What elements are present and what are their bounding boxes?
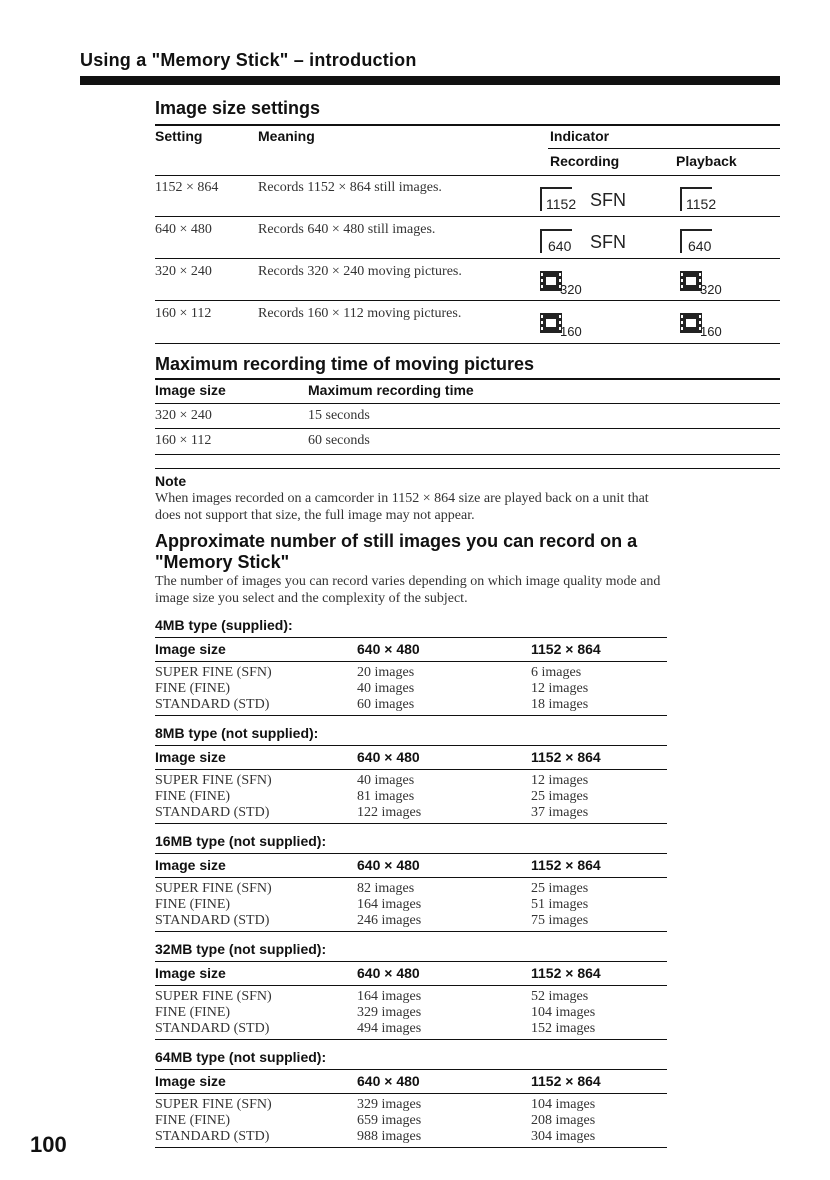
page-number: 100 — [30, 1132, 67, 1157]
col-1152: 1152 × 864 — [531, 749, 601, 765]
quality-mode-cell: FINE (FINE) — [155, 897, 231, 912]
count-1152-cell: 25 images — [531, 881, 589, 896]
count-640-cell: 246 images — [357, 913, 422, 928]
rule — [155, 378, 780, 380]
memory-type-heading: 32MB type (not supplied): — [155, 941, 327, 957]
quality-mode-cell: SUPER FINE (SFN) — [155, 989, 272, 1004]
count-640-cell: 82 images — [357, 881, 415, 896]
count-1152-cell: 6 images — [531, 665, 582, 680]
rule — [155, 745, 667, 746]
rec-mode: SFN — [590, 232, 626, 252]
quality-mode-cell: FINE (FINE) — [155, 1113, 231, 1128]
count-1152-cell: 104 images — [531, 1005, 596, 1020]
meaning-cell: Records 160 × 112 moving pictures. — [258, 306, 462, 321]
rec-mode: SFN — [590, 190, 626, 210]
play-size: 640 — [688, 238, 712, 254]
count-1152-cell: 75 images — [531, 913, 589, 928]
rec-size: 160 — [560, 324, 582, 339]
quality-mode-cell: SUPER FINE (SFN) — [155, 773, 272, 788]
col-image-size: Image size — [155, 1073, 226, 1089]
time-cell: 15 seconds — [308, 408, 370, 423]
quality-mode-cell: SUPER FINE (SFN) — [155, 1097, 272, 1112]
film-icon — [680, 313, 702, 333]
rule — [155, 124, 780, 126]
rule — [155, 985, 667, 986]
count-640-cell: 329 images — [357, 1097, 422, 1112]
quality-mode-cell: STANDARD (STD) — [155, 805, 270, 820]
time-cell: 60 seconds — [308, 433, 370, 448]
count-640-cell: 20 images — [357, 665, 415, 680]
col-1152: 1152 × 864 — [531, 1073, 601, 1089]
count-640-cell: 81 images — [357, 789, 415, 804]
col-max-time: Maximum recording time — [308, 382, 474, 398]
size-cell: 160 × 112 — [155, 433, 212, 448]
quality-mode-cell: FINE (FINE) — [155, 789, 231, 804]
rule — [155, 403, 780, 404]
count-1152-cell: 304 images — [531, 1129, 596, 1144]
film-icon — [540, 271, 562, 291]
rule — [155, 661, 667, 662]
meaning-cell: Records 1152 × 864 still images. — [258, 180, 442, 195]
count-640-cell: 122 images — [357, 805, 422, 820]
col-640: 640 × 480 — [357, 965, 420, 981]
size-cell: 320 × 240 — [155, 408, 212, 423]
rule — [155, 931, 667, 932]
rule — [155, 853, 667, 854]
count-640-cell: 60 images — [357, 697, 415, 712]
col-setting: Setting — [155, 128, 203, 144]
col-640: 640 × 480 — [357, 857, 420, 873]
approx-intro: image size you select and the complexity of the subject. — [155, 591, 468, 606]
memory-type-heading: 64MB type (not supplied): — [155, 1049, 327, 1065]
count-640-cell: 659 images — [357, 1113, 422, 1128]
count-1152-cell: 12 images — [531, 773, 589, 788]
play-size: 1152 — [686, 196, 717, 212]
col-640: 640 × 480 — [357, 749, 420, 765]
header-rule — [80, 76, 780, 85]
memory-type-heading: 8MB type (not supplied): — [155, 725, 319, 741]
col-playback: Playback — [676, 153, 737, 169]
rule — [155, 258, 780, 259]
page-header-title: Using a "Memory Stick" – introduction — [80, 50, 417, 70]
quality-mode-cell: STANDARD (STD) — [155, 1021, 270, 1036]
rule — [155, 715, 667, 716]
approx-heading: Approximate number of still images you can record on a — [155, 531, 638, 551]
setting-cell: 160 × 112 — [155, 306, 212, 321]
col-640: 640 × 480 — [357, 641, 420, 657]
col-indicator: Indicator — [550, 128, 610, 144]
setting-cell: 320 × 240 — [155, 264, 212, 279]
rule — [155, 1147, 667, 1148]
quality-mode-cell: STANDARD (STD) — [155, 697, 270, 712]
rule — [155, 216, 780, 217]
note-line: does not support that size, the full image may not appear. — [155, 508, 475, 523]
setting-cell: 1152 × 864 — [155, 180, 219, 195]
memory-type-heading: 16MB type (not supplied): — [155, 833, 327, 849]
memory-type-heading: 4MB type (supplied): — [155, 617, 293, 633]
rule — [155, 769, 667, 770]
rule — [155, 468, 780, 469]
count-1152-cell: 104 images — [531, 1097, 596, 1112]
note-label: Note — [155, 473, 187, 489]
quality-mode-cell: FINE (FINE) — [155, 681, 231, 696]
rule — [155, 1039, 667, 1040]
rule — [155, 175, 780, 176]
col-1152: 1152 × 864 — [531, 965, 601, 981]
count-1152-cell: 152 images — [531, 1021, 596, 1036]
count-1152-cell: 25 images — [531, 789, 589, 804]
meaning-cell: Records 320 × 240 moving pictures. — [258, 264, 462, 279]
rule — [155, 454, 780, 455]
play-size: 160 — [700, 324, 722, 339]
count-1152-cell: 12 images — [531, 681, 589, 696]
rec-size: 1152 — [546, 196, 577, 212]
col-640: 640 × 480 — [357, 1073, 420, 1089]
count-1152-cell: 37 images — [531, 805, 589, 820]
quality-mode-cell: STANDARD (STD) — [155, 1129, 270, 1144]
film-icon — [680, 271, 702, 291]
col-image-size: Image size — [155, 641, 226, 657]
rule — [155, 877, 667, 878]
count-640-cell: 329 images — [357, 1005, 422, 1020]
note-line: When images recorded on a camcorder in 1152 × 864 size are played back on a unit that — [155, 491, 649, 506]
quality-mode-cell: STANDARD (STD) — [155, 913, 270, 928]
col-recording: Recording — [550, 153, 620, 169]
rule — [155, 1069, 667, 1070]
count-640-cell: 40 images — [357, 681, 415, 696]
setting-cell: 640 × 480 — [155, 222, 212, 237]
image-size-settings-heading: Image size settings — [155, 98, 321, 118]
approx-heading-line2: "Memory Stick" — [155, 552, 290, 572]
rule — [548, 148, 780, 149]
rule — [155, 300, 780, 301]
rule — [155, 428, 780, 429]
rec-size: 320 — [560, 282, 582, 297]
film-icon — [540, 313, 562, 333]
count-640-cell: 988 images — [357, 1129, 422, 1144]
col-1152: 1152 × 864 — [531, 857, 601, 873]
rule — [155, 343, 780, 344]
count-1152-cell: 52 images — [531, 989, 589, 1004]
quality-mode-cell: FINE (FINE) — [155, 1005, 231, 1020]
count-1152-cell: 208 images — [531, 1113, 596, 1128]
col-image-size: Image size — [155, 965, 226, 981]
rule — [155, 1093, 667, 1094]
approx-intro: The number of images you can record varies depending on which image quality mode and — [155, 574, 661, 589]
play-size: 320 — [700, 282, 722, 297]
count-640-cell: 164 images — [357, 897, 422, 912]
meaning-cell: Records 640 × 480 still images. — [258, 222, 436, 237]
col-image-size: Image size — [155, 382, 226, 398]
rule — [155, 961, 667, 962]
rule — [155, 637, 667, 638]
col-image-size: Image size — [155, 857, 226, 873]
quality-mode-cell: SUPER FINE (SFN) — [155, 881, 272, 896]
quality-mode-cell: SUPER FINE (SFN) — [155, 665, 272, 680]
col-image-size: Image size — [155, 749, 226, 765]
col-1152: 1152 × 864 — [531, 641, 601, 657]
count-640-cell: 164 images — [357, 989, 422, 1004]
count-1152-cell: 51 images — [531, 897, 589, 912]
rule — [155, 823, 667, 824]
max-recording-heading: Maximum recording time of moving pictures — [155, 354, 535, 374]
count-640-cell: 40 images — [357, 773, 415, 788]
count-1152-cell: 18 images — [531, 697, 589, 712]
col-meaning: Meaning — [258, 128, 315, 144]
count-640-cell: 494 images — [357, 1021, 422, 1036]
rec-size: 640 — [548, 238, 572, 254]
